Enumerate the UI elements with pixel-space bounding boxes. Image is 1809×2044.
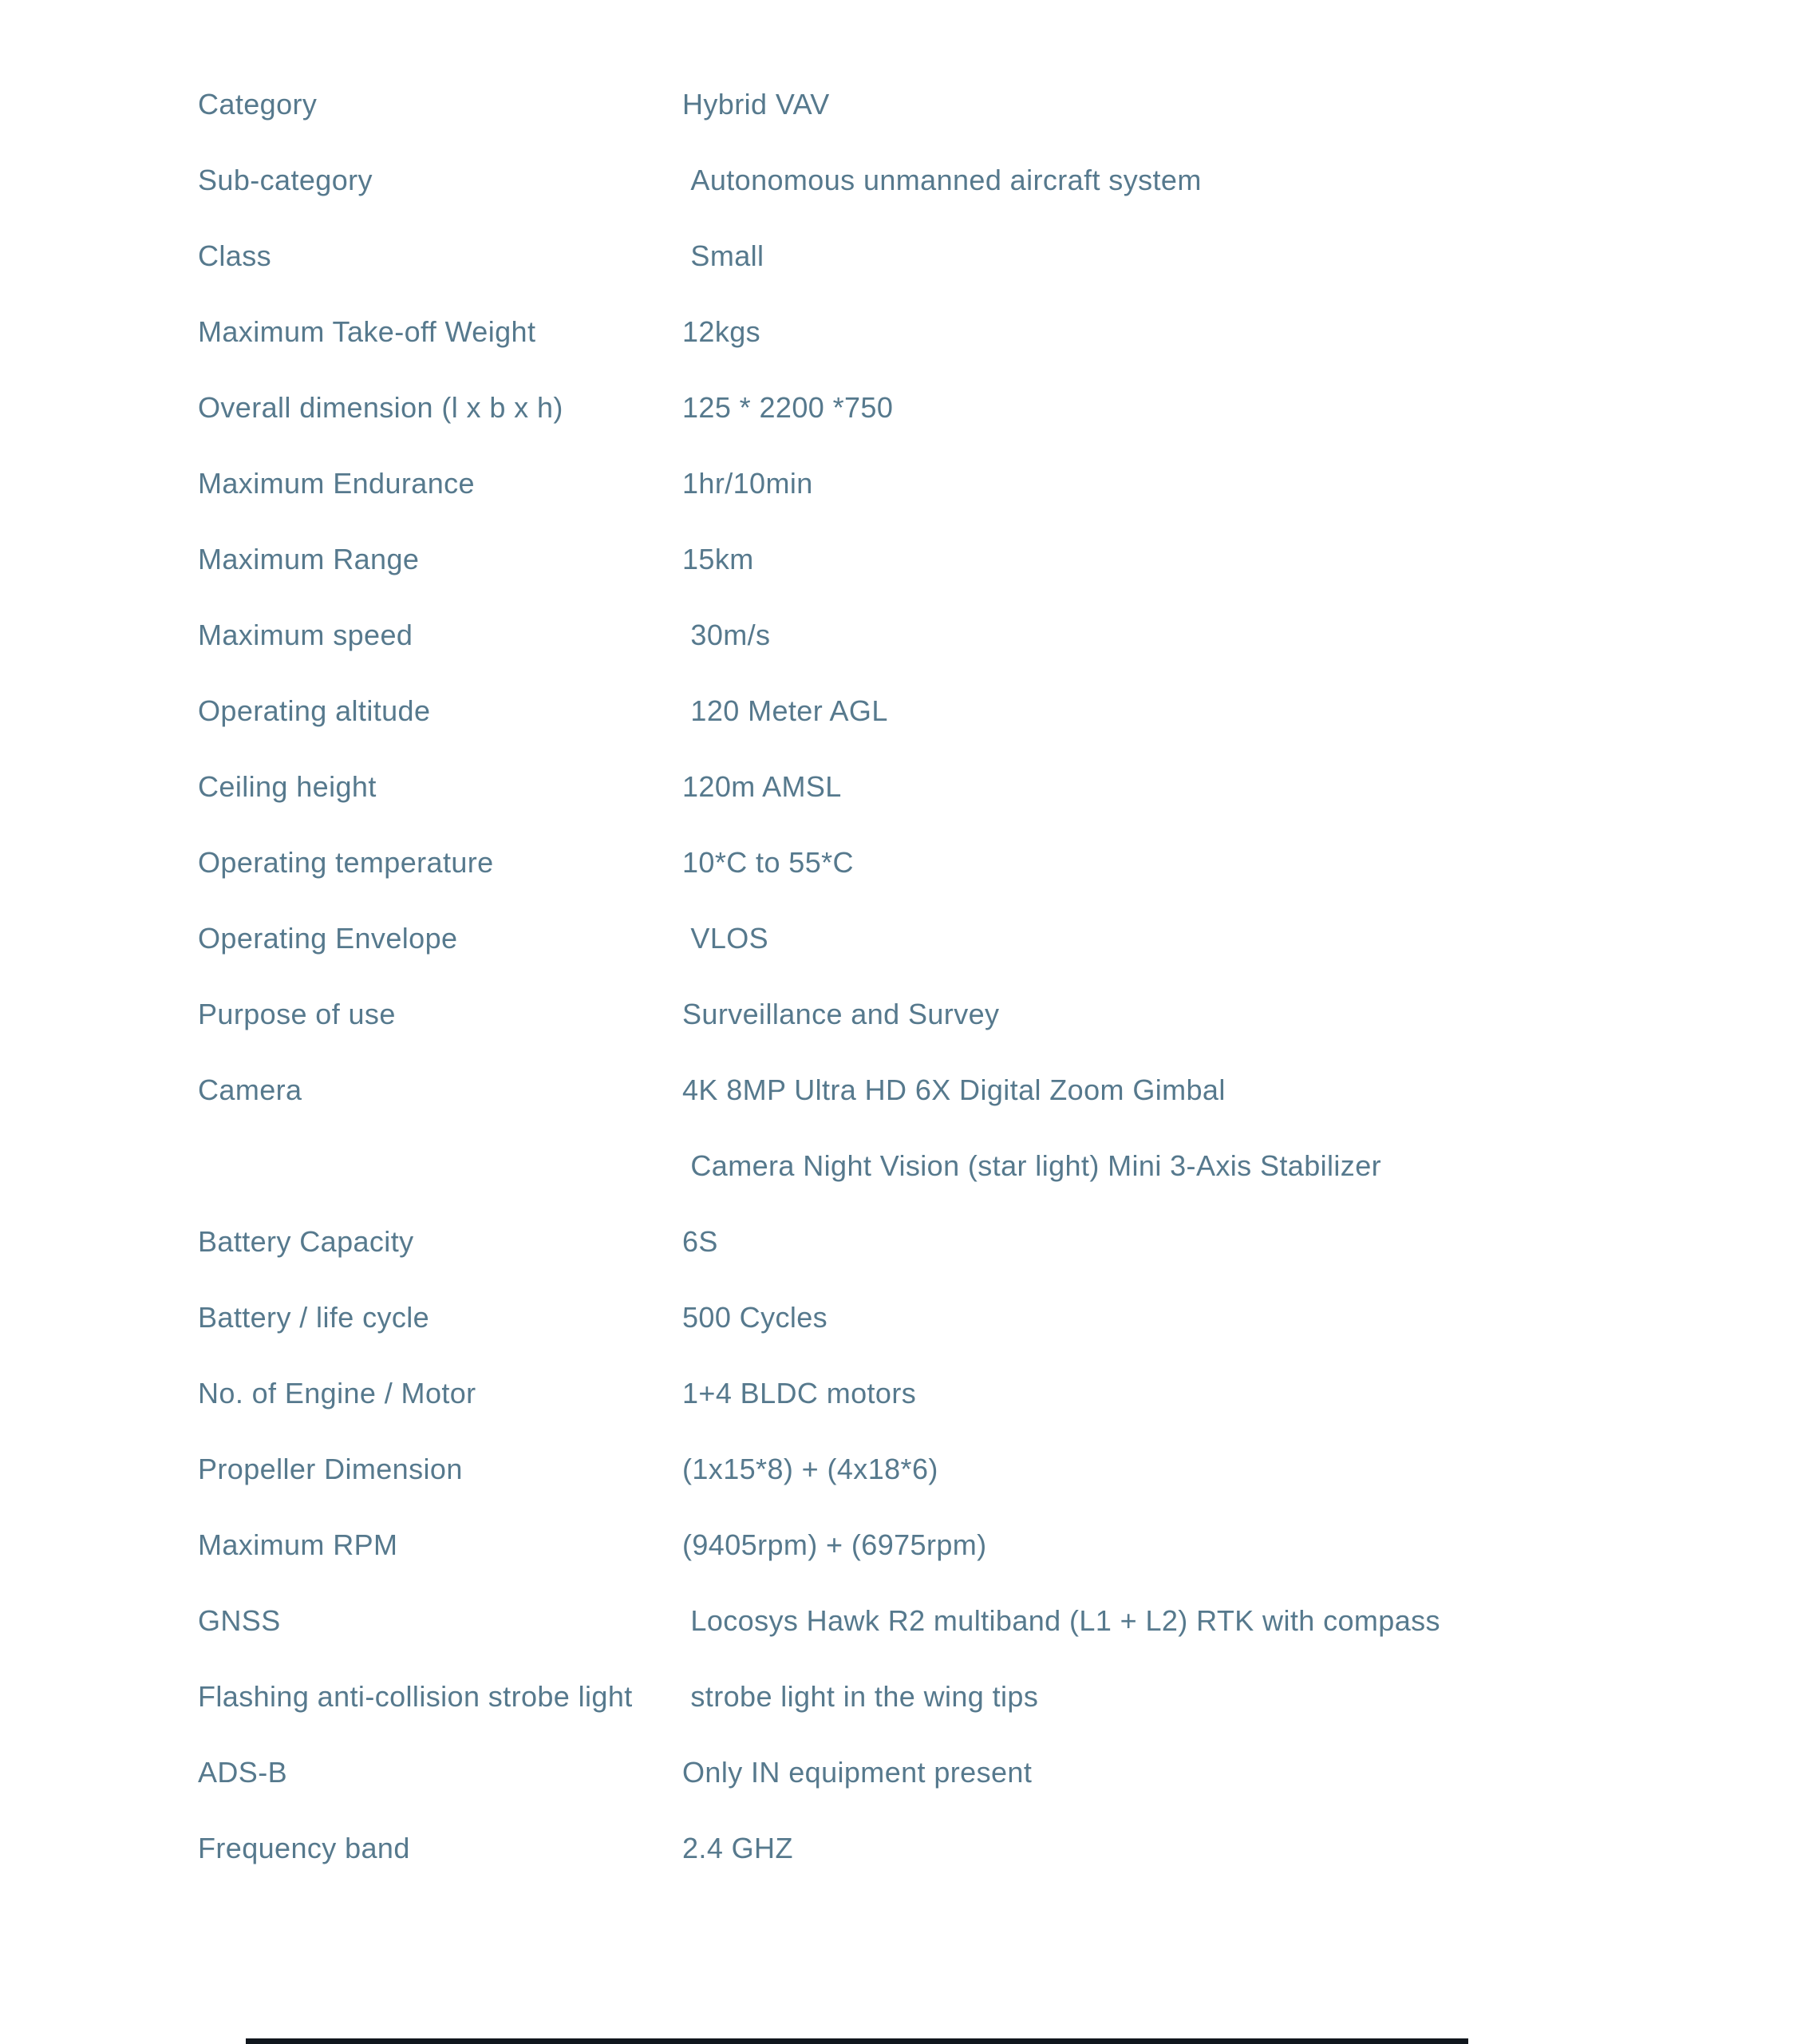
spec-value: 4K 8MP Ultra HD 6X Digital Zoom Gimbal xyxy=(682,1073,1226,1106)
spec-value: Surveillance and Survey xyxy=(682,997,1000,1030)
spec-row xyxy=(0,673,1809,749)
spec-label: Operating temperature xyxy=(198,845,494,879)
spec-label: Maximum Range xyxy=(198,542,420,575)
spec-label: Purpose of use xyxy=(198,997,396,1030)
spec-value: 6S xyxy=(682,1224,718,1258)
spec-row xyxy=(0,749,1809,824)
spec-label: GNSS xyxy=(198,1603,281,1637)
spec-value: Hybrid VAV xyxy=(682,87,830,121)
spec-value: 30m/s xyxy=(682,618,771,651)
spec-row xyxy=(0,1128,1809,1204)
footer-divider-bar xyxy=(246,2038,1468,2044)
spec-label: Battery / life cycle xyxy=(198,1300,430,1334)
spec-value: Small xyxy=(682,239,764,272)
spec-value: 1hr/10min xyxy=(682,466,813,500)
spec-value: Only IN equipment present xyxy=(682,1755,1033,1789)
spec-label: Maximum RPM xyxy=(198,1528,398,1561)
spec-label: Category xyxy=(198,87,318,121)
spec-row xyxy=(0,1204,1809,1279)
spec-row xyxy=(0,1431,1809,1507)
spec-label: Ceiling height xyxy=(198,769,377,803)
spec-value: Autonomous unmanned aircraft system xyxy=(682,163,1202,196)
spec-row xyxy=(0,1507,1809,1583)
spec-row xyxy=(0,66,1809,142)
spec-label: Battery Capacity xyxy=(198,1224,414,1258)
spec-row xyxy=(0,218,1809,294)
spec-label: Maximum Take-off Weight xyxy=(198,314,536,348)
spec-value: Camera Night Vision (star light) Mini 3-Axis Stabilizer xyxy=(682,1149,1382,1182)
spec-row xyxy=(0,976,1809,1052)
spec-row xyxy=(0,1734,1809,1810)
spec-value: 12kgs xyxy=(682,314,761,348)
spec-label: Operating altitude xyxy=(198,694,431,727)
spec-label: Maximum speed xyxy=(198,618,413,651)
spec-row xyxy=(0,597,1809,673)
spec-value: Locosys Hawk R2 multiband (L1 + L2) RTK with compass xyxy=(682,1603,1440,1637)
spec-value: 500 Cycles xyxy=(682,1300,828,1334)
spec-row xyxy=(0,445,1809,521)
spec-table xyxy=(0,66,1809,1886)
spec-value: 120m AMSL xyxy=(682,769,842,803)
spec-value: 1+4 BLDC motors xyxy=(682,1376,917,1409)
spec-row xyxy=(0,142,1809,218)
spec-row xyxy=(0,1659,1809,1734)
spec-row xyxy=(0,370,1809,445)
spec-row xyxy=(0,900,1809,976)
spec-label: Maximum Endurance xyxy=(198,466,475,500)
spec-row xyxy=(0,824,1809,900)
spec-label: Operating Envelope xyxy=(198,921,458,955)
spec-label: Overall dimension (l x b x h) xyxy=(198,390,563,424)
spec-row xyxy=(0,1279,1809,1355)
spec-value: 125 * 2200 *750 xyxy=(682,390,894,424)
spec-value: (9405rpm) + (6975rpm) xyxy=(682,1528,987,1561)
spec-value: VLOS xyxy=(682,921,769,955)
spec-value: strobe light in the wing tips xyxy=(682,1679,1039,1713)
spec-row xyxy=(0,1583,1809,1659)
spec-value: (1x15*8) + (4x18*6) xyxy=(682,1452,938,1485)
spec-label: Frequency band xyxy=(198,1831,410,1864)
spec-value: 15km xyxy=(682,542,754,575)
spec-row xyxy=(0,1052,1809,1128)
spec-label: Flashing anti-collision strobe light xyxy=(198,1679,633,1713)
spec-row xyxy=(0,1355,1809,1431)
spec-row xyxy=(0,1810,1809,1886)
spec-value: 10*C to 55*C xyxy=(682,845,854,879)
spec-label: Class xyxy=(198,239,272,272)
spec-label: Propeller Dimension xyxy=(198,1452,463,1485)
spec-value: 120 Meter AGL xyxy=(682,694,888,727)
spec-row xyxy=(0,294,1809,370)
spec-label: Sub-category xyxy=(198,163,373,196)
spec-value: 2.4 GHZ xyxy=(682,1831,793,1864)
spec-label: Camera xyxy=(198,1073,302,1106)
spec-label: ADS-B xyxy=(198,1755,288,1789)
spec-row xyxy=(0,521,1809,597)
spec-label: No. of Engine / Motor xyxy=(198,1376,476,1409)
